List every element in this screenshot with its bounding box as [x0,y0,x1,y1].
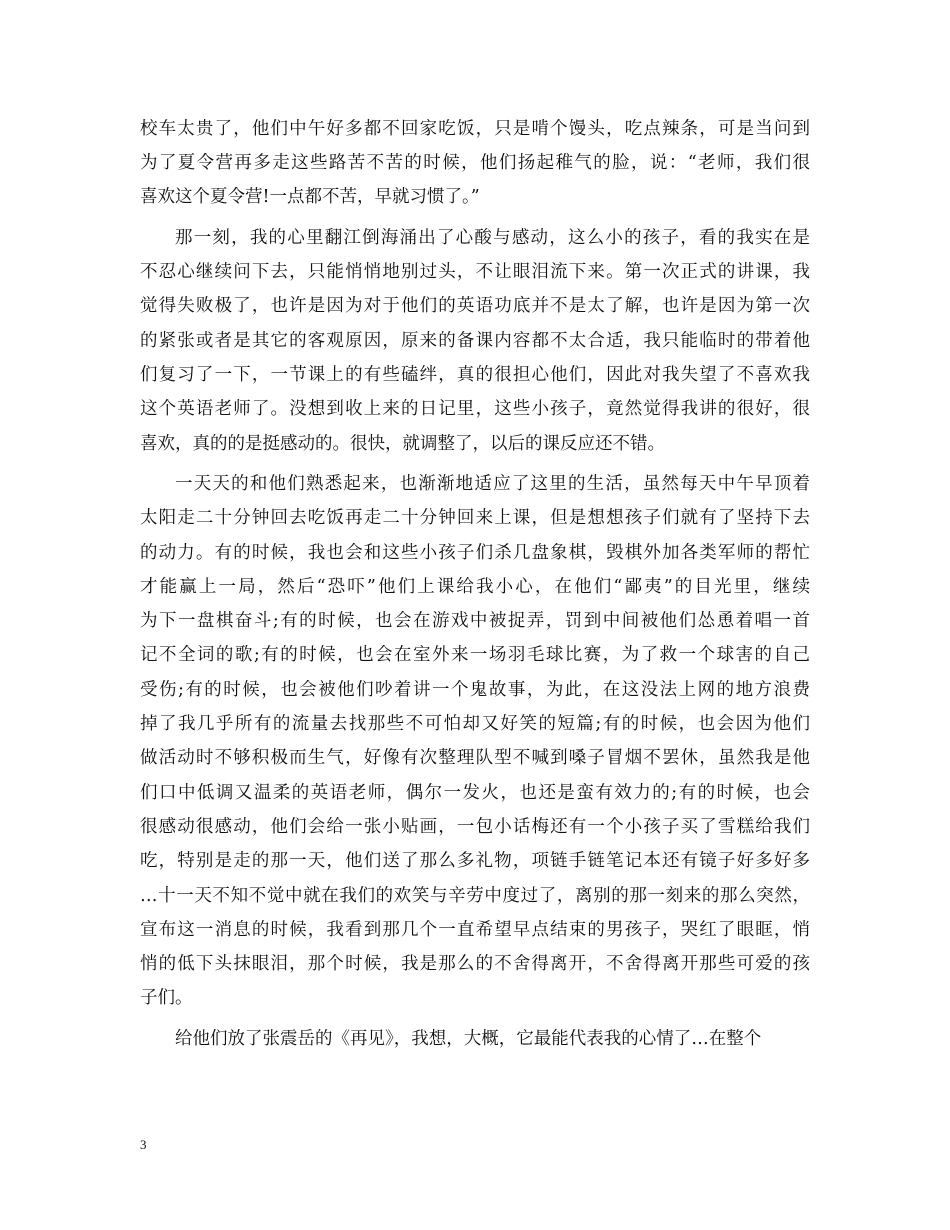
text-line: 记不全词的歌;有的时候，也会在室外来一场羽毛球比赛，为了救一个球害的自己 [140,645,810,665]
text-line: 很感动很感动，他们会给一张小贴画，一包小话梅还有一个小孩子买了雪糕给我们 [140,817,810,837]
text-line: 这个英语老师了。没想到收上来的日记里，这些小孩子，竟然觉得我讲的很好，很 [140,399,810,419]
text-line: 掉了我几乎所有的流量去找那些不可怕却又好笑的短篇;有的时候，也会因为他们 [140,714,810,734]
text-line: 不忍心继续问下去，只能悄悄地别过头，不让眼泪流下来。第一次正式的讲课，我 [140,262,810,282]
text-line: 们复习了一下，一节课上的有些磕绊，真的很担心他们，因此对我失望了不喜欢我 [140,365,810,385]
text-line: 喜欢，真的的是挺感动的。很快，就调整了，以后的课反应还不错。 [140,434,665,454]
text-line: 的紧张或者是其它的客观原因，原来的备课内容都不太合适，我只能临时的带着他 [140,331,810,351]
page-number: 3 [140,1137,147,1152]
text-line: …十一天不知不觉中就在我们的欢笑与辛劳中度过了，离别的那一刻来的那么突然， [140,886,810,906]
text-line: 为下一盘棋奋斗;有的时候，也会在游戏中被捉弄，罚到中间被他们怂恿着唱一首 [140,611,810,631]
text-line: 的动力。有的时候，我也会和这些小孩子们杀几盘象棋，毁棋外加各类军师的帮忙 [140,543,810,563]
text-line: 吃，特别是走的那一天，他们送了那么多礼物，项链手链笔记本还有镜子好多好多 [140,851,810,871]
text-line: 宣布这一消息的时候，我看到那几个一直希望早点结束的男孩子，哭红了眼眶，悄 [140,920,810,940]
paragraph-first-line: 给他们放了张震岳的《再见》，我想，大概，它最能代表我的心情了…在整个 [175,1029,762,1049]
text-line: 太阳走二十分钟回去吃饭再走二十分钟回来上课，但是想想孩子们就有了坚持下去 [140,508,810,528]
text-line: 校车太贵了，他们中午好多都不回家吃饭，只是啃个馒头，吃点辣条，可是当问到 [140,119,810,139]
text-line: 才能赢上一局，然后“恐吓”他们上课给我小心，在他们“鄙夷”的目光里，继续 [140,577,810,597]
paragraph-first-line: 那一刻，我的心里翻江倒海涌出了心酸与感动，这么小的孩子，看的我实在是 [175,228,810,248]
text-line: 觉得失败极了，也许是因为对于他们的英语功底并不是太了解，也许是因为第一次 [140,296,810,316]
text-line: 为了夏令营再多走这些路苦不苦的时候，他们扬起稚气的脸，说：“老师，我们很 [140,153,810,173]
text-line: 子们。 [140,988,193,1008]
text-line: 喜欢这个夏令营!一点都不苦，早就习惯了。” [140,187,480,207]
text-line: 悄的低下头抹眼泪，那个时候，我是那么的不舍得离开，不舍得离开那些可爱的孩 [140,954,810,974]
text-line: 们口中低调又温柔的英语老师，偶尔一发火，也还是蛮有效力的;有的时候，也会 [140,783,810,803]
text-line: 做活动时不够积极而生气，好像有次整理队型不喊到嗓子冒烟不罢休，虽然我是他 [140,748,810,768]
text-line: 受伤;有的时候，也会被他们吵着讲一个鬼故事，为此，在这没法上网的地方浪费 [140,680,810,700]
paragraph-first-line: 一天天的和他们熟悉起来，也渐渐地适应了这里的生活，虽然每天中午早顶着 [175,474,810,494]
